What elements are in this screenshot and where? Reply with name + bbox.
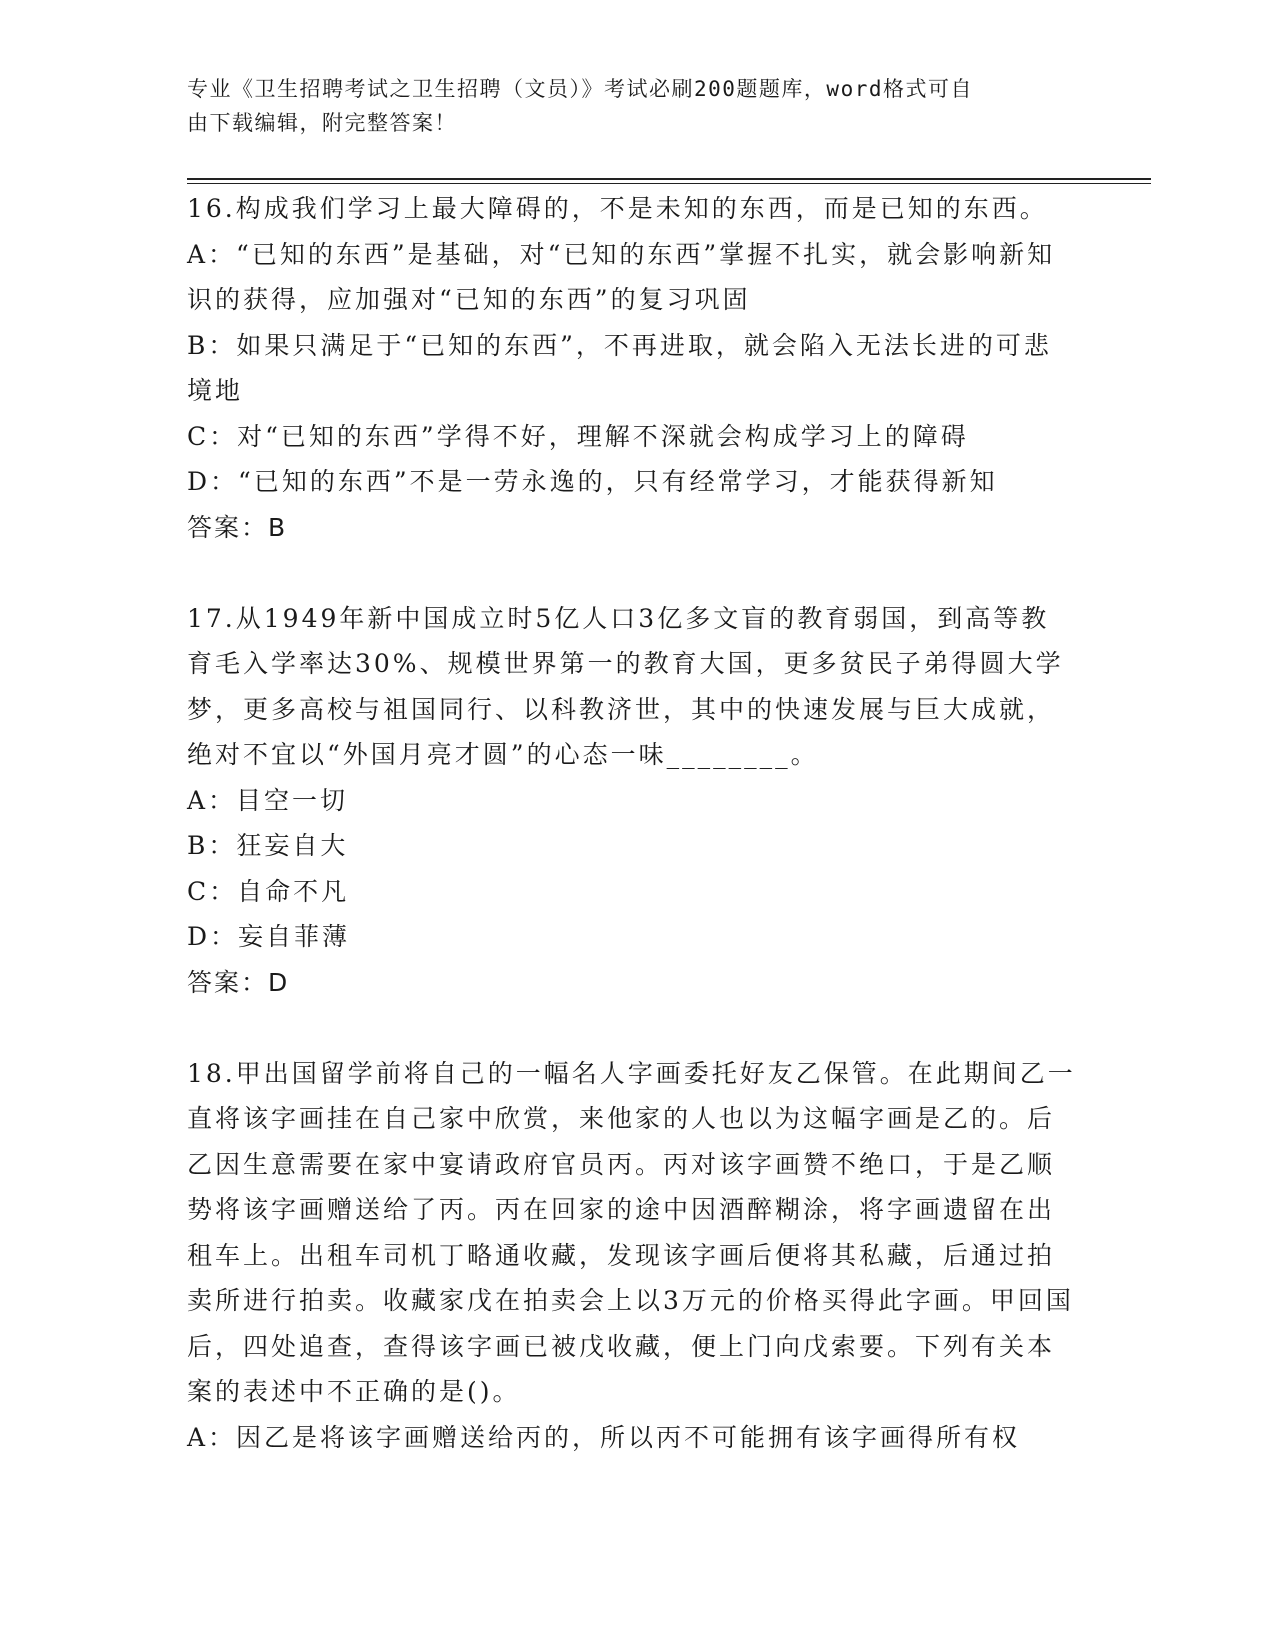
question-stem: 18.甲出国留学前将自己的一幅名人字画委托好友乙保管。在此期间乙一直将该字画挂在自己家中欣赏，来他家的人也以为这幅字画是乙的。后乙因生意需要在家中宴请政府官员丙。丙对该字画赞不绝口，于是乙顺势将该字画赠送给了丙。丙在回家的途中因酒醉糊涂，将字画遗留在出租车上。出租车司机丁略通收藏，发现该字画后便将其私藏，后通过拍卖所进行拍卖。收藏家戊在拍卖会上以3万元的价格买得此字画。甲回国后，四处追查，查得该字画已被戊收藏，便上门向戊索要。下列有关本案的表述中不正确的是()。 — [187, 1058, 1076, 1406]
header-divider-thick — [187, 178, 1151, 180]
question-17 — [187, 596, 1077, 1006]
option-d: D：妄自菲薄 — [187, 922, 351, 951]
option-a: A：目空一切 — [187, 785, 349, 815]
question-stem: 16.构成我们学习上最大障碍的，不是未知的东西，而是已知的东西。 — [187, 194, 1048, 223]
header-line-2: 由下载编辑，附完整答案！ — [187, 111, 457, 135]
option-a: A：“已知的东西”是基础，对“已知的东西”掌握不扎实，就会影响新知识的获得，应加强对“已知的东西”的复习巩固 — [187, 239, 1056, 314]
document-header — [187, 72, 1077, 140]
option-c: C：自命不凡 — [187, 876, 350, 906]
question-stem: 17.从1949年新中国成立时5亿人口3亿多文盲的教育弱国，到高等教育毛入学率达30%、规模世界第一的教育大国，更多贫民子弟得圆大学梦，更多高校与祖国同行、以科教济世，其中的快速发展与巨大成就，绝对不宜以“外国月亮才圆”的心态一味________。 — [187, 603, 1064, 769]
document-page — [187, 0, 1077, 1650]
option-a: A：因乙是将该字画赠送给丙的，所以丙不可能拥有该字画得所有权 — [187, 1422, 1021, 1452]
answer-line: 答案：B — [187, 512, 288, 542]
option-b: B：如果只满足于“已知的东西”，不再进取，就会陷入无法长进的可悲境地 — [187, 330, 1052, 405]
question-list — [187, 186, 1077, 1506]
question-18 — [187, 1051, 1077, 1461]
option-b: B：狂妄自大 — [187, 831, 349, 860]
header-line-1: 专业《卫生招聘考试之卫生招聘（文员）》考试必刷200题题库，word格式可自 — [187, 77, 973, 101]
option-d: D：“已知的东西”不是一劳永逸的，只有经常学习，才能获得新知 — [187, 467, 998, 496]
question-16 — [187, 186, 1077, 550]
answer-line: 答案：D — [187, 967, 290, 997]
header-divider-thin — [187, 183, 1151, 184]
option-c: C：对“已知的东西”学得不好，理解不深就会构成学习上的障碍 — [187, 421, 969, 451]
